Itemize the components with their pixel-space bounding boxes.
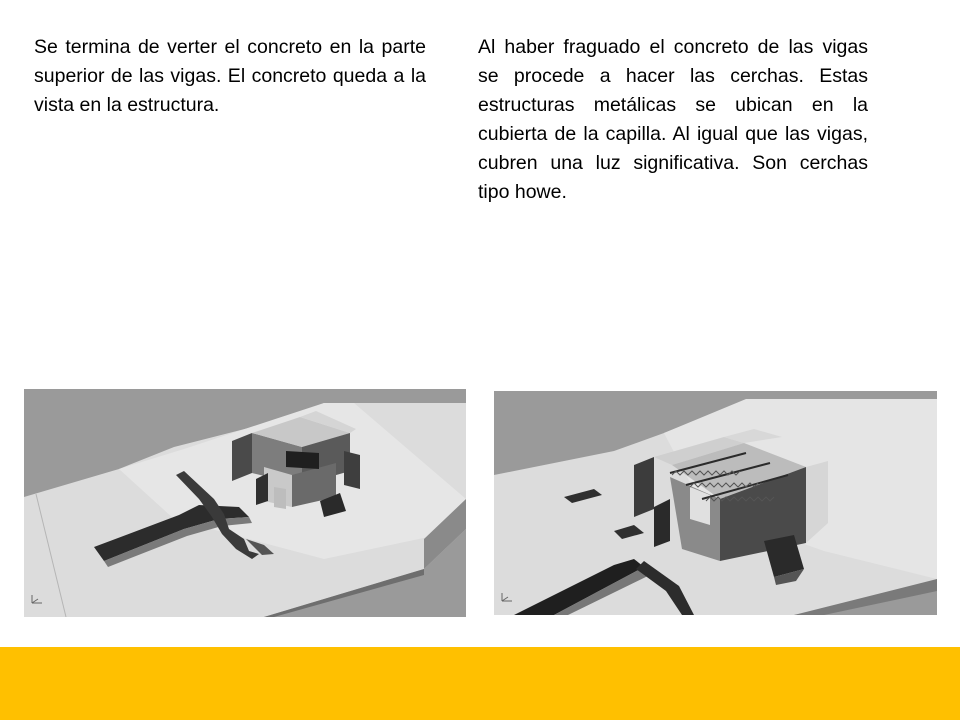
- paragraph-howe-trusses: Al haber fraguado el concreto de las vigas se procede a hacer las cerchas. Estas estructuras metálicas se ubican en la cubierta de la capilla. Al igual que las vigas, cubren una luz significativa. Son cerchas tipo howe.: [478, 36, 868, 203]
- footer-accent-bar: [0, 647, 960, 720]
- render-concrete-beams: [24, 389, 466, 617]
- render-howe-trusses: [494, 391, 937, 615]
- render-concrete-beams-illustration: [24, 389, 466, 617]
- render-howe-trusses-illustration: [494, 391, 937, 615]
- paragraph-concrete-beams: Se termina de verter el concreto en la parte superior de las vigas. El concreto queda a la vista en la estructura.: [34, 36, 426, 116]
